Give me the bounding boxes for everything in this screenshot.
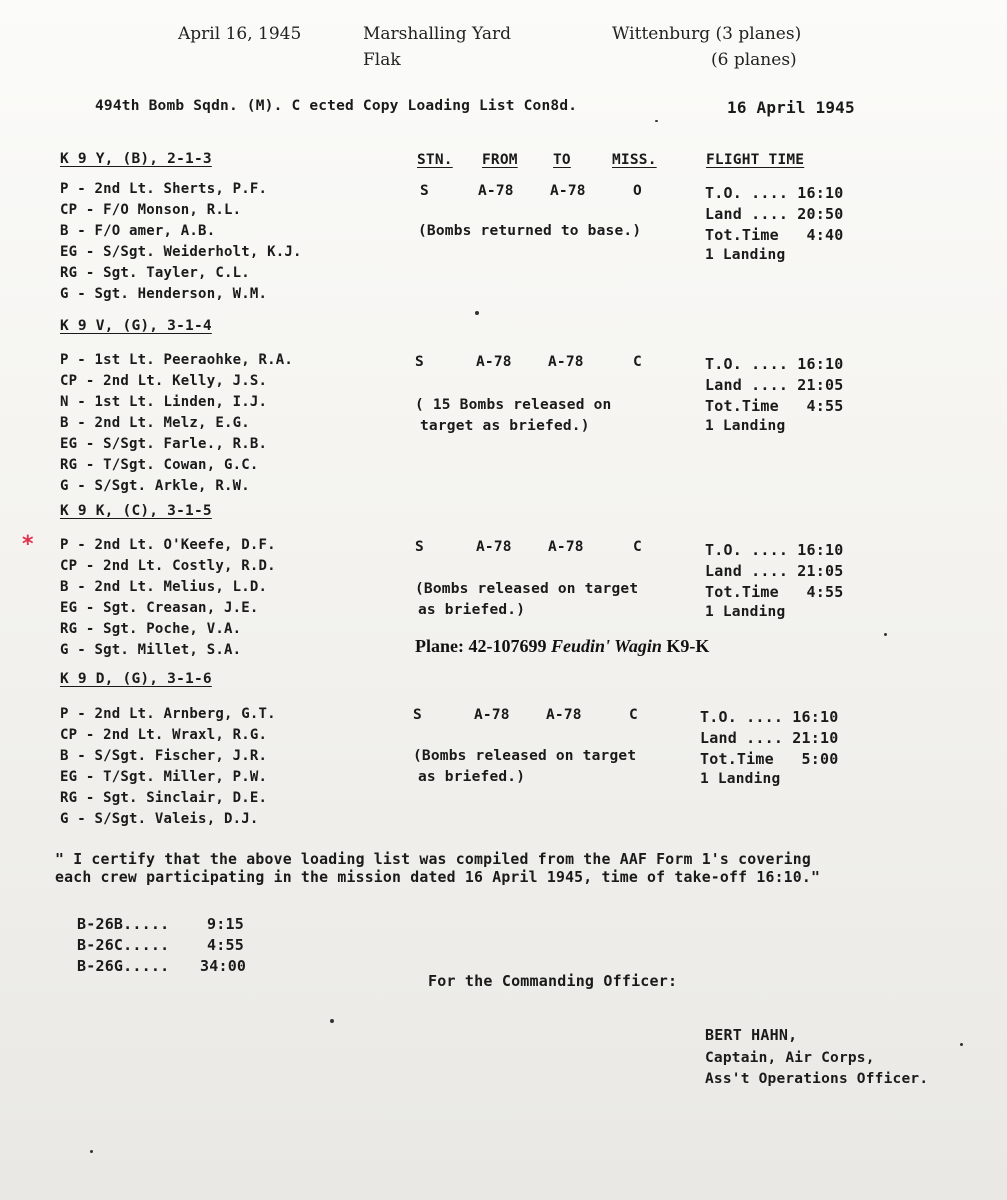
crew-member: G - Sgt. Henderson, W.M. xyxy=(60,286,268,302)
landings-count: 1 Landing xyxy=(700,771,781,787)
column-header-miss: MISS. xyxy=(612,152,657,168)
total-label: B-26B..... xyxy=(77,915,170,933)
crew-member: CP - 2nd Lt. Wraxl, R.G. xyxy=(60,727,268,743)
crew-member: B - 2nd Lt. Melius, L.D. xyxy=(60,579,268,595)
crew-member: B - F/O amer, A.B. xyxy=(60,223,216,239)
landings-count: 1 Landing xyxy=(705,418,786,434)
remark: as briefed.) xyxy=(418,602,526,618)
crew-member: RG - T/Sgt. Cowan, G.C. xyxy=(60,457,259,473)
plane-serial: Plane: 42-107699 xyxy=(415,636,551,656)
total-value: 34:00 xyxy=(200,957,247,975)
total-time: Tot.Time 4:55 xyxy=(705,583,844,601)
crew-member: RG - Sgt. Sinclair, D.E. xyxy=(60,790,268,806)
remark: (Bombs returned to base.) xyxy=(418,223,642,239)
station-value: S xyxy=(415,354,424,370)
plane-annotation xyxy=(415,636,709,657)
crew-member: G - S/Sgt. Arkle, R.W. xyxy=(60,478,250,494)
document-title: 494th Bomb Sqdn. (M). C ected Copy Loading List Con8d. xyxy=(95,98,578,114)
crew-member: B - S/Sgt. Fischer, J.R. xyxy=(60,748,268,764)
total-time: Tot.Time 4:55 xyxy=(705,397,844,415)
annotation-date: April 16, 1945 xyxy=(178,24,302,44)
crew-member: N - 1st Lt. Linden, I.J. xyxy=(60,394,268,410)
crew-member: P - 2nd Lt. Arnberg, G.T. xyxy=(60,706,276,722)
section-heading: K 9 D, (G), 3-1-6 xyxy=(60,671,212,687)
from-value: A-78 xyxy=(476,354,512,370)
from-value: A-78 xyxy=(474,707,510,723)
crew-member: EG - S/Sgt. Weiderholt, K.J. xyxy=(60,244,302,260)
plane-code: K9-K xyxy=(661,636,710,656)
certification-line-1: " I certify that the above loading list was compiled from the AAF Form 1's covering xyxy=(55,851,812,868)
column-header-flight-time: FLIGHT TIME xyxy=(706,152,805,168)
total-value: 4:55 xyxy=(207,936,244,954)
crew-member: RG - Sgt. Poche, V.A. xyxy=(60,621,242,637)
remark: as briefed.) xyxy=(418,769,526,785)
section-heading: K 9 V, (G), 3-1-4 xyxy=(60,318,212,334)
crew-member: P - 2nd Lt. Sherts, P.F. xyxy=(60,181,268,197)
document-date: 16 April 1945 xyxy=(727,98,855,117)
annotation-location: Wittenburg (3 planes) xyxy=(612,24,802,44)
annotation-target: Marshalling Yard xyxy=(363,24,512,44)
station-value: S xyxy=(415,539,424,555)
highlight-asterisk: * xyxy=(22,532,34,557)
crew-member: P - 2nd Lt. O'Keefe, D.F. xyxy=(60,537,276,553)
section-heading: K 9 Y, (B), 2-1-3 xyxy=(60,151,212,167)
mission-value: O xyxy=(633,183,642,199)
crew-member: B - 2nd Lt. Melz, E.G. xyxy=(60,415,250,431)
land-time: Land .... 21:10 xyxy=(700,729,839,747)
crew-member: G - Sgt. Millet, S.A. xyxy=(60,642,242,658)
crew-member: CP - F/O Monson, R.L. xyxy=(60,202,242,218)
crew-member: P - 1st Lt. Peeraohke, R.A. xyxy=(60,352,293,368)
station-value: S xyxy=(420,183,429,199)
annotation-flak: Flak xyxy=(363,50,401,70)
crew-member: G - S/Sgt. Valeis, D.J. xyxy=(60,811,259,827)
total-value: 9:15 xyxy=(207,915,244,933)
signature-title: Ass't Operations Officer. xyxy=(705,1071,929,1087)
land-time: Land .... 21:05 xyxy=(705,562,844,580)
from-value: A-78 xyxy=(476,539,512,555)
takeoff-time: T.O. .... 16:10 xyxy=(705,541,844,559)
remark: (Bombs released on target xyxy=(415,581,639,597)
from-value: A-78 xyxy=(478,183,514,199)
takeoff-time: T.O. .... 16:10 xyxy=(700,708,839,726)
to-value: A-78 xyxy=(548,354,584,370)
remark: (Bombs released on target xyxy=(413,748,637,764)
land-time: Land .... 20:50 xyxy=(705,205,844,223)
certification-line-2: each crew participating in the mission dated 16 April 1945, time of take-off 16:10." xyxy=(55,869,821,886)
signature-rank: Captain, Air Corps, xyxy=(705,1050,875,1066)
signature-closing: For the Commanding Officer: xyxy=(428,972,678,990)
crew-member: CP - 2nd Lt. Kelly, J.S. xyxy=(60,373,268,389)
to-value: A-78 xyxy=(550,183,586,199)
remark: ( 15 Bombs released on xyxy=(415,397,612,413)
column-header-to: TO xyxy=(553,152,571,168)
mission-value: C xyxy=(633,354,642,370)
station-value: S xyxy=(413,707,422,723)
takeoff-time: T.O. .... 16:10 xyxy=(705,355,844,373)
landings-count: 1 Landing xyxy=(705,604,786,620)
column-header-stn: STN. xyxy=(417,152,453,168)
to-value: A-78 xyxy=(546,707,582,723)
mission-value: C xyxy=(633,539,642,555)
mission-value: C xyxy=(629,707,638,723)
total-label: B-26G..... xyxy=(77,957,170,975)
to-value: A-78 xyxy=(548,539,584,555)
signature-name: BERT HAHN, xyxy=(705,1026,798,1044)
total-label: B-26C..... xyxy=(77,936,170,954)
crew-member: EG - T/Sgt. Miller, P.W. xyxy=(60,769,268,785)
crew-member: RG - Sgt. Tayler, C.L. xyxy=(60,265,250,281)
takeoff-time: T.O. .... 16:10 xyxy=(705,184,844,202)
land-time: Land .... 21:05 xyxy=(705,376,844,394)
plane-name: Feudin' Wagin xyxy=(550,636,662,656)
crew-member: CP - 2nd Lt. Costly, R.D. xyxy=(60,558,276,574)
column-header-from: FROM xyxy=(482,152,518,168)
total-time: Tot.Time 4:40 xyxy=(705,226,844,244)
crew-member: EG - Sgt. Creasan, J.E. xyxy=(60,600,259,616)
remark: target as briefed.) xyxy=(420,418,590,434)
landings-count: 1 Landing xyxy=(705,247,786,263)
section-heading: K 9 K, (C), 3-1-5 xyxy=(60,503,212,519)
total-time: Tot.Time 5:00 xyxy=(700,750,839,768)
crew-member: EG - S/Sgt. Farle., R.B. xyxy=(60,436,268,452)
annotation-planes: (6 planes) xyxy=(711,50,797,70)
